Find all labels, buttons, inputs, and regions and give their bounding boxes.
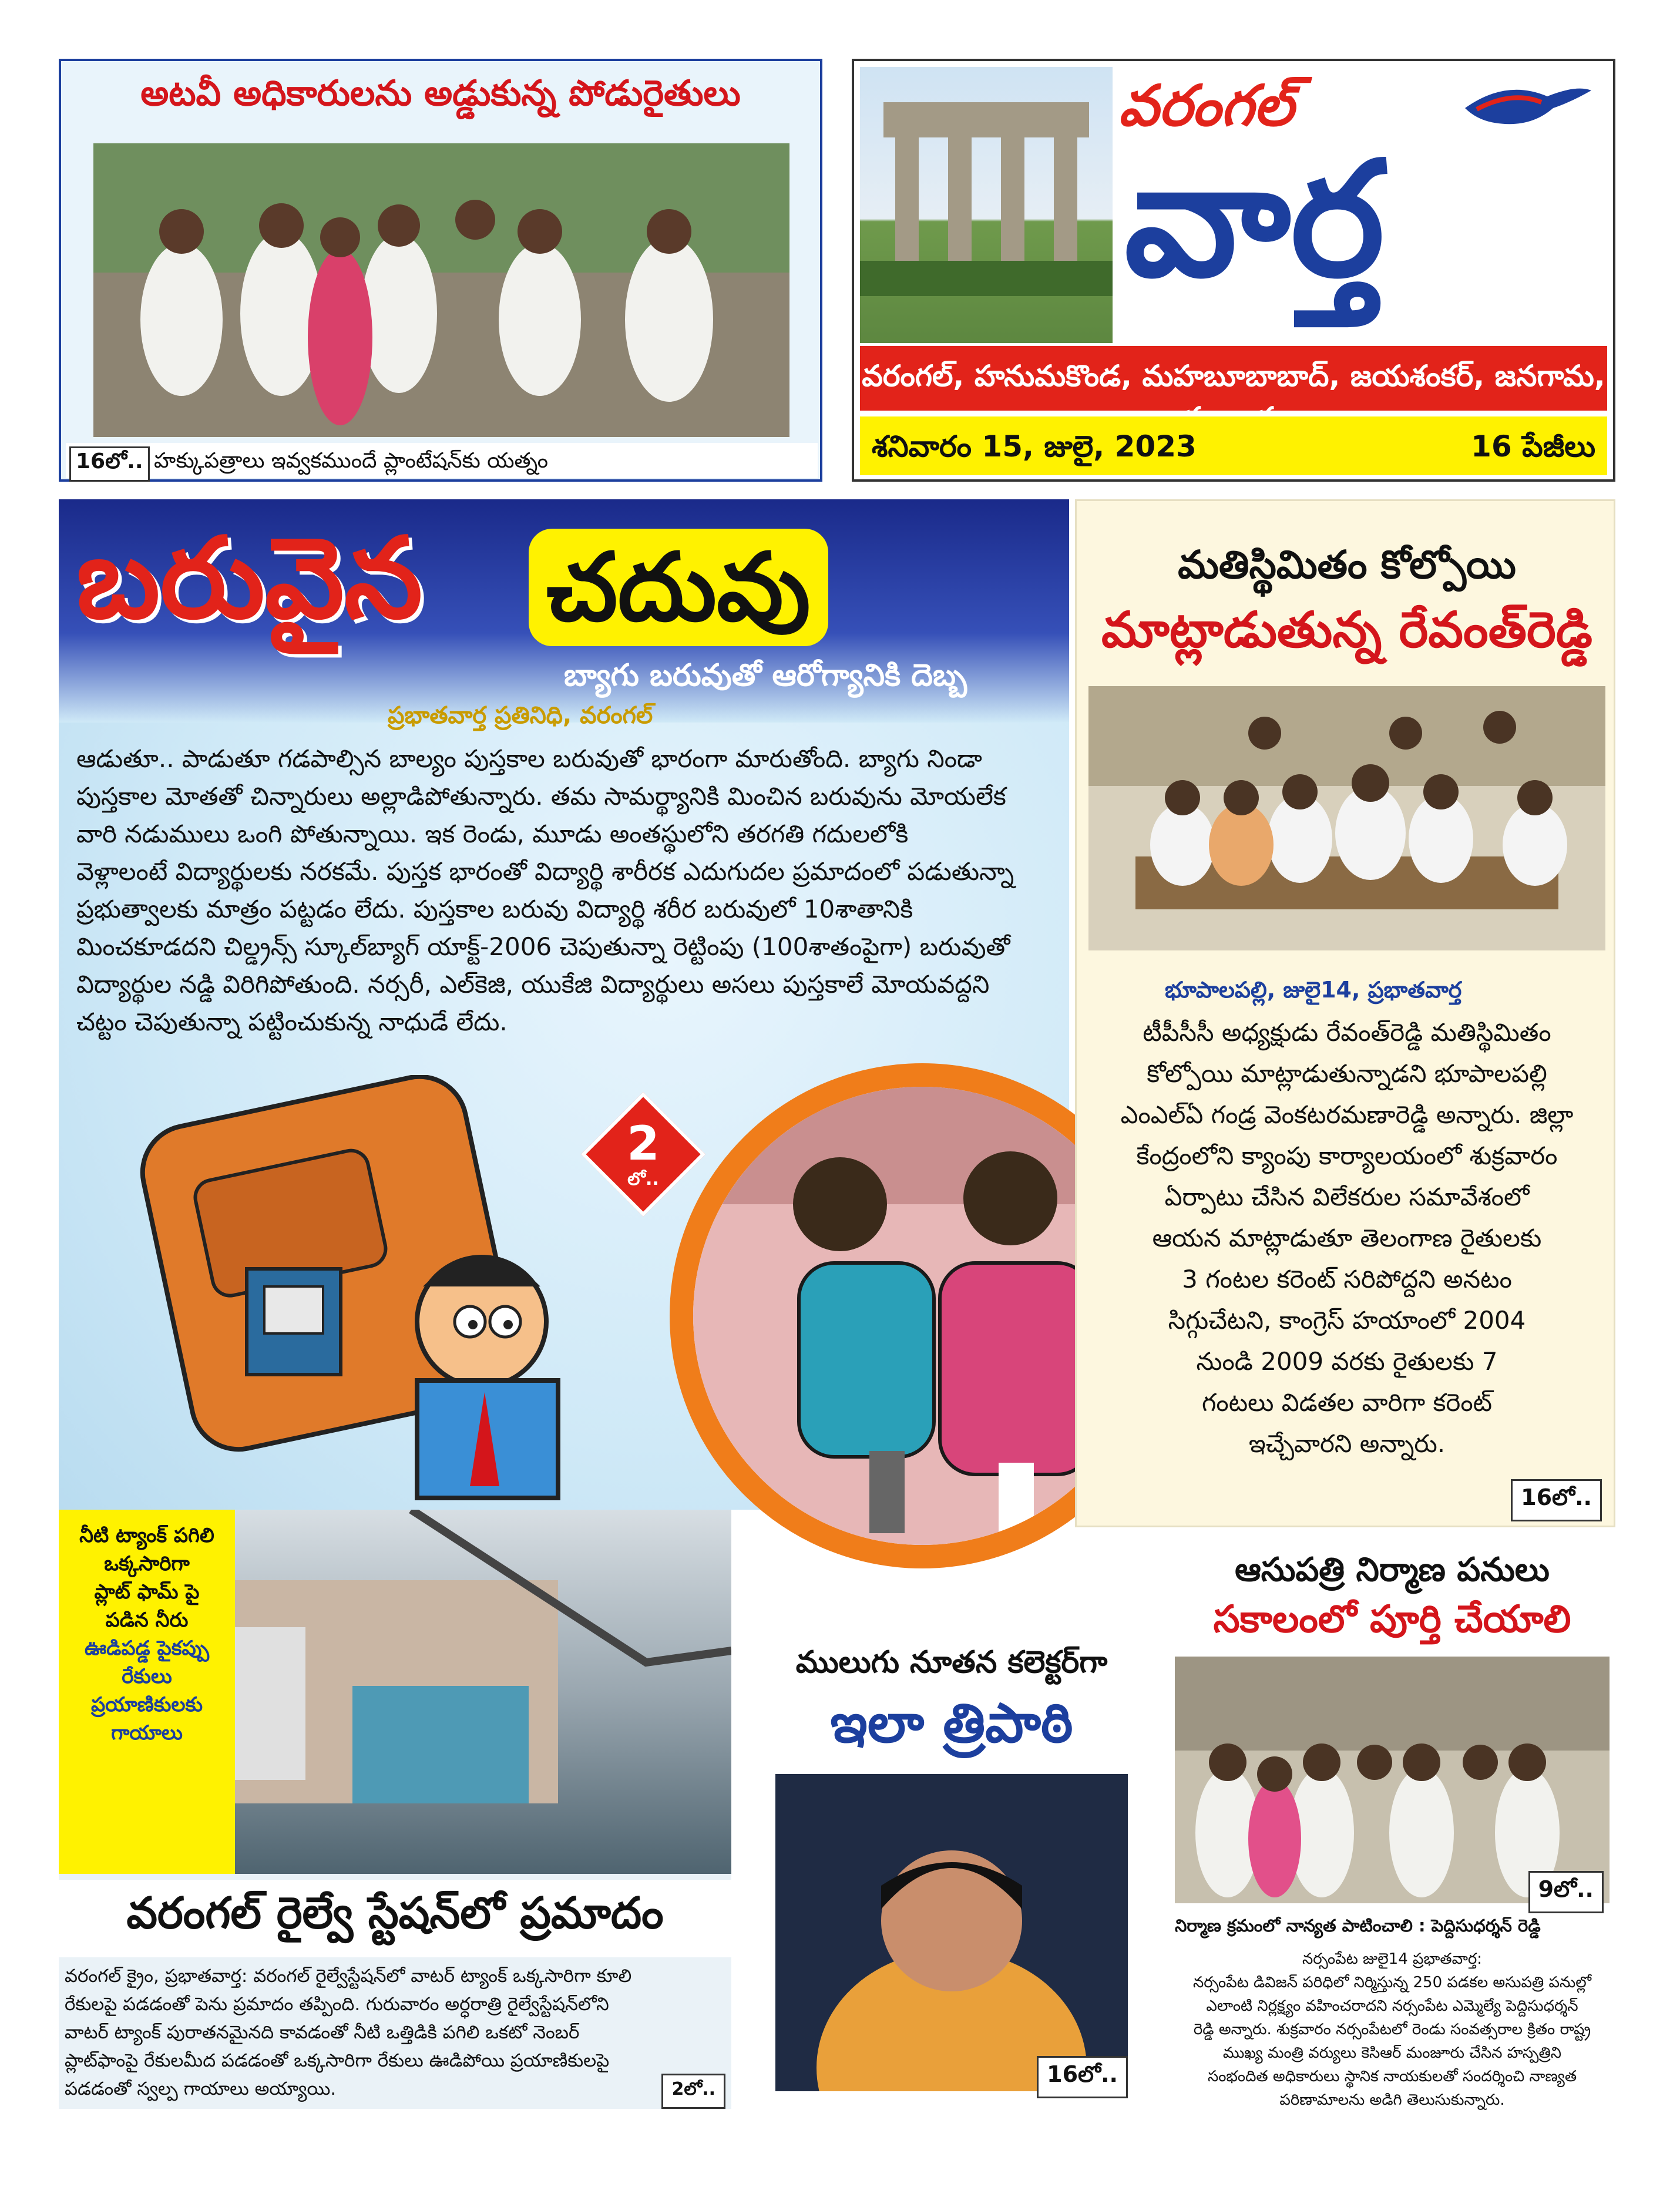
body-line: విద్యార్థుల నడ్డి విరిగిపోతుంది. నర్సరీ, ఎల్‌కెజి, యుకేజి విద్యార్థులు అసలు పుస్తకాలే మోయవద్దని — [76, 970, 990, 999]
collector-ref: 16లో.. — [1037, 2056, 1128, 2098]
main-story — [59, 499, 1069, 1510]
districts-bar — [860, 346, 1607, 411]
side-line-blue: రేకులు — [122, 1665, 172, 1688]
revanth-body-line: ఎంఎల్ఏ గండ్ర వెంకటరమణారెడ్డి అన్నారు. జిల్లా — [1120, 1100, 1574, 1129]
side-line: ప్లాట్ ఫామ్ పై — [94, 1580, 200, 1604]
side-line: నీటి ట్యాంక్ పగిలి — [79, 1524, 214, 1547]
page-count: 16 పేజీలు — [1471, 429, 1595, 463]
revanth-body-line: టీపీసీసీ అధ్యక్షుడు రేవంత్‌రెడ్డి మతిస్థిమితం — [1143, 1018, 1551, 1047]
hospital-headline: సకాలంలో పూర్తి చేయాలి — [1213, 1598, 1571, 1641]
issue-date: శనివారం 15, జులై, 2023 — [872, 429, 1197, 463]
top-left-caption-bar — [66, 443, 818, 478]
hospital-body-line: నర్సంపేట జులై14 ప్రభాతవార్త: — [1302, 1950, 1483, 1968]
hospital-body-line: రెడ్డి అన్నారు. శుక్రవారం నర్సంపేటలో రెండు సంవత్సరాల క్రితం రాష్ట్ర — [1193, 2021, 1591, 2038]
body-line: చట్టం చెపుతున్నా పట్టించుకున్న నాధుడే లేదు. — [76, 1007, 508, 1036]
revanth-headline: మాట్లాడుతున్న రేవంత్‌రెడ్డి — [1101, 601, 1592, 659]
hospital-body-line: పరిణామాలను అడిగి తెలుసుకున్నారు. — [1279, 2091, 1505, 2109]
revanth-body-line: గంటలు విడతల వారిగా కరెంట్ — [1201, 1388, 1493, 1417]
body-line: వెళ్లాలంటే విద్యార్థులకు నరకమే. పుస్తక భారంతో విద్యార్థి శారీరక ఎదుగుదల ప్రమాదంలో పడుతున్నా — [76, 857, 1014, 886]
railway-body-line: పడడంతో స్వల్ప గాయాలు అయ్యాయి. — [65, 2078, 337, 2099]
main-body — [76, 740, 1063, 1041]
farmers-photo — [93, 143, 789, 437]
top-left-photo — [93, 143, 789, 437]
side-line: ఒక్కసారిగా — [104, 1552, 190, 1575]
revanth-photo — [1088, 686, 1605, 950]
railway-side-box — [59, 1510, 235, 1874]
revanth-body-line: 3 గంటల కరెంట్ సరిపోద్దని అనటం — [1182, 1265, 1512, 1294]
railway-ref: 2లో.. — [661, 2074, 725, 2109]
collector-portrait — [775, 1774, 1128, 2091]
body-line: పుస్తకాల మోతతో చిన్నారులు అల్లాడిపోతున్నారు. తమ సామర్థ్యానికి మించిన బరువును మోయలేక — [76, 782, 1006, 811]
body-line: వారి నడుములు ఒంగి పోతున్నాయి. ఇక రెండు, మూడు అంతస్థులోని తరగతి గదులలోకి — [76, 819, 909, 848]
collector-photo — [775, 1774, 1128, 2091]
masthead — [852, 59, 1615, 482]
side-line-blue: గాయాలు — [111, 1721, 183, 1745]
hospital-body-line: ముఖ్య మంత్రి వర్యులు కెసిఆర్ మంజూరు చేసిన హస్పత్రిని — [1222, 2044, 1562, 2062]
revanth-kicker: మతిస్థిమితం కోల్పోయి — [1178, 542, 1516, 587]
press-meet-photo — [1088, 686, 1605, 950]
revanth-body-line: సిగ్గుచేటని, కాంగ్రెస్ హయాంలో 2004 — [1168, 1306, 1526, 1335]
revanth-body-line: కేంద్రంలోని క్యాంపు కార్యాలయంలో శుక్రవారం — [1136, 1141, 1558, 1170]
hospital-photo — [1175, 1657, 1610, 1903]
districts-text: వరంగల్, హనుమకొండ, మహబూబాబాద్, జయశంకర్, జనగామ, — [862, 359, 1605, 393]
top-left-ref: 16లో.. — [69, 446, 150, 482]
side-line-blue: ఊడిపడ్డ పైకప్పు — [84, 1637, 210, 1660]
byline: ప్రభాతవార్త ప్రతినిధి, వరంగల్ — [388, 702, 653, 729]
side-line-blue: ప్రయాణికులకు — [90, 1693, 203, 1716]
railway-body — [65, 1962, 725, 2103]
railway-story — [59, 1510, 731, 2109]
page-ref-number: 2 — [627, 1116, 660, 1171]
collector-kicker: ములుగు నూతన కలెక్టర్‌గా — [795, 1645, 1108, 1680]
masthead-photo — [860, 67, 1113, 343]
top-left-headline: అటవీ అధికారులను అడ్డుకున్న పోడురైతులు — [140, 73, 741, 114]
revanth-body-line: ఇచ్చేవారని అన్నారు. — [1248, 1429, 1446, 1458]
date-bar — [860, 416, 1607, 475]
collector-story — [752, 1627, 1151, 2097]
headline-red: బరువైన — [76, 513, 423, 643]
hospital-story — [1169, 1545, 1615, 2121]
top-left-caption: హక్కుపత్రాలు ఇవ్వకముందే ప్లాంటేషన్‌కు యత్నం — [154, 449, 548, 473]
brand-large: వార్త — [1124, 127, 1385, 312]
revanth-dateline: భూపాలపల్లి, జులై14, ప్రభాతవార్త — [1165, 977, 1462, 1003]
revanth-body — [1088, 1012, 1605, 1464]
hospital-body — [1169, 1947, 1615, 2112]
body-line: ప్రభుత్వాలకు మాత్రం పట్టడం లేదు. పుస్తకాల బరువు విద్యార్థి శరీర బరువులో 10శాతానికి — [76, 895, 913, 923]
body-line: ఆడుతూ.. పాడుతూ గడపాల్సిన బాల్యం పుస్తకాల బరువుతో భారంగా మారుతోంది. బ్యాగు నిండా — [76, 744, 982, 773]
body-line: మించకూడదని చిల్డ్రన్స్ స్కూల్‌బ్యాగ్ యాక్ట్-2006 చెపుతున్నా రెట్టింపు (100శాతంపైగా) బరువుతో — [76, 932, 1010, 961]
kakatiya-arch-illustration — [860, 67, 1113, 343]
side-line: పడిన నీరు — [105, 1608, 189, 1632]
revanth-body-line: ఏర్పాటు చేసిన విలేకరుల సమావేశంలో — [1164, 1182, 1530, 1211]
hospital-body-line: ఎలాంటి నిర్లక్ష్యం వహించరాదని నర్సంపేట ఎమ్మెల్యే పెద్దిసుధర్శన్ — [1206, 1997, 1578, 2015]
railway-body-line: రేకులపై పడడంతో పెను ప్రమాదం తప్పింది. గురువారం అర్ధరాత్రి రైల్వేస్టేషన్‌లోని — [65, 1994, 609, 2015]
hospital-body-line: సంభందిత అధికారులు స్థానిక నాయకులతో సందర్శించి నాణ్యత — [1207, 2068, 1577, 2085]
hospital-kicker: ఆసుపత్రి నిర్మాణ పనులు — [1235, 1551, 1550, 1589]
railway-body-line: ప్లాట్‌ఫాంపై రేకులమీద పడడంతో ఒక్కసారిగా రేకులు ఊడిపోయి ప్రయాణికులపై — [65, 2050, 610, 2071]
brand-small: వరంగల్ — [1118, 73, 1293, 139]
hospital-caption: నిర్మాణ క్రమంలో నాన్యత పాటించాలి : పెద్దిసుధర్శన్ రెడ్డి — [1175, 1916, 1541, 1936]
revanth-body-line: కోల్పోయి మాట్లాడుతున్నాడని భూపాలపల్లి — [1147, 1059, 1547, 1088]
page-ref-suffix: లో.. — [627, 1169, 659, 1190]
revanth-story — [1075, 499, 1615, 1527]
revanth-body-line: ఆయన మాట్లాడుతూ తెలంగాణ రైతులకు — [1152, 1224, 1542, 1252]
headline-yellow: చదువు — [529, 529, 828, 646]
revanth-ref: 16లో.. — [1511, 1479, 1602, 1521]
collector-name: ఇలా త్రిపాఠి — [830, 1692, 1073, 1755]
subheadline: బ్యాగు బరువుతో ఆరోగ్యానికి దెబ్బ — [564, 658, 967, 693]
revanth-body-line: నుండి 2009 వరకు రైతులకు 7 — [1196, 1347, 1498, 1376]
dove-logo-icon — [1459, 73, 1594, 137]
hospital-body-line: నర్సంపేట డివిజన్ పరిధిలో నిర్మిస్తున్న 250 పడకల అసుపత్రి పనుల్లో — [1192, 1974, 1592, 1991]
railway-body-line: వరంగల్ క్రైం, ప్రభాతవార్త: వరంగల్ రైల్వేస్టేషన్‌లో వాటర్ ట్యాంక్ ఒక్కసారిగా కూలి — [65, 1966, 632, 1987]
hospital-visit-photo — [1175, 1657, 1610, 1903]
hospital-ref: 9లో.. — [1528, 1871, 1604, 1913]
railway-headline: వరంగల్ రైల్వే స్టేషన్‌లో ప్రమాదం — [59, 1880, 731, 1957]
top-left-story — [59, 59, 822, 482]
railway-body-line: వాటర్ ట్యాంక్ పురాతనమైనది కావడంతో నీటి ఒత్తిడికి పగిలి ఒకటో నెంబర్ — [65, 2022, 580, 2043]
